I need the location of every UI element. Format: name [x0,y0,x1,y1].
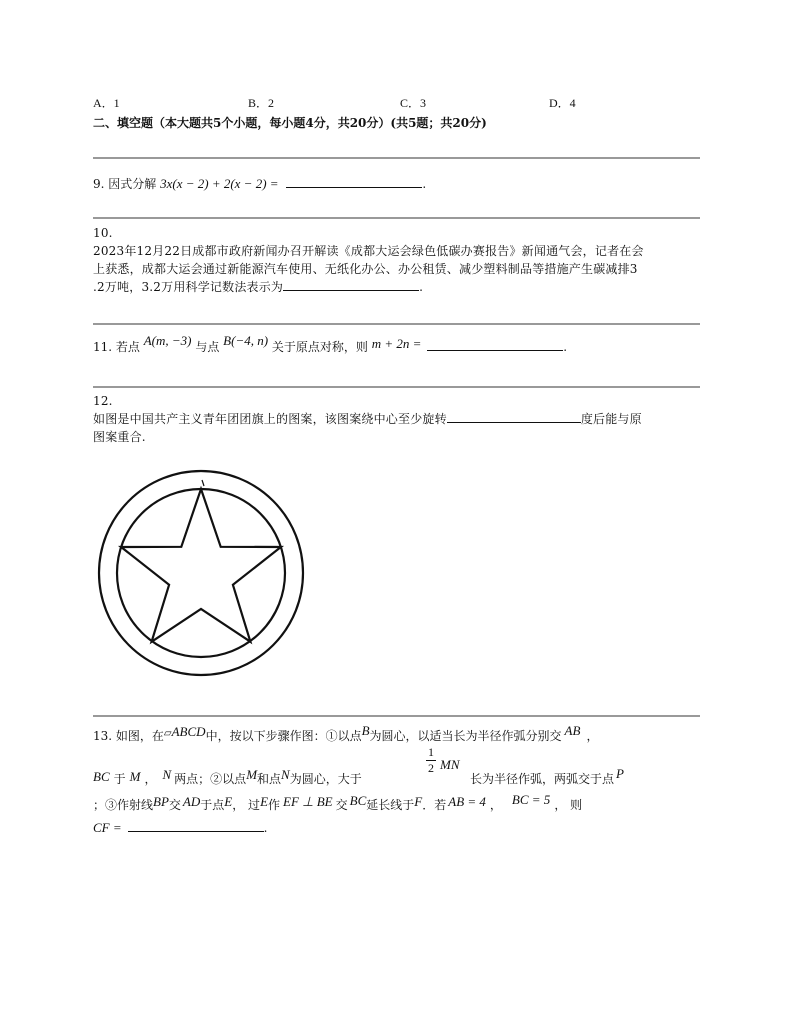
q13-math: EF ⊥ BE [283,794,333,809]
q10-line: 上获悉，成都大运会通过新能源汽车使用、无纸化办公、办公租赁、减少塑料制品等措施产生碳减排3 [93,262,638,276]
divider [93,157,700,159]
q13-answer-blank[interactable] [128,819,264,832]
q12-answer-blank[interactable] [447,410,581,423]
q13-fraction [426,746,436,775]
q13-math: BC = 5 [511,792,551,807]
q13-end: . [263,821,268,835]
divider [93,715,700,717]
q9-prefix: 9. 因式分解 [93,177,157,191]
q13-text: 作 [268,798,281,812]
q11-mid: 与点 [195,340,220,354]
q13-text: ；③作射线 [93,798,154,812]
q9-answer-blank[interactable] [286,175,422,188]
tick-mark [202,480,204,486]
q13-math: F [414,794,423,809]
q12-line: 如图是中国共产主义青年团团旗上的图案，该图案绕中心至少旋转 [93,412,447,426]
q13-text: 两点；②以点 [174,772,247,786]
q13-text: ， 则 [554,798,583,812]
q9-end: . [422,177,427,191]
question-13-line-4 [93,819,267,836]
q13-math: BC [93,769,110,784]
q13-math: M [129,769,141,784]
q13-text: 延长线于 [366,798,415,812]
q11-prefix: 11. 若点 [93,340,140,354]
q13-text: 交 [168,798,181,812]
q11-end: . [563,340,568,354]
inner-circle [117,489,285,657]
divider [93,323,700,325]
fraction-numerator: 1 [428,745,434,759]
q11-expression: m + 2n = [371,336,422,351]
choice-c: C．3 [400,96,427,110]
five-pointed-star [121,489,281,642]
q13-text: 中，按以下步骤作图：①以点 [205,729,362,743]
q13-math: MN [440,757,460,772]
q10-line: 2023年12月22日成都市政府新闻办召开解读《成都大运会绿色低碳办赛报告》新闻通气会，记者在会 [93,244,644,258]
q9-expression: 3x(x − 2) + 2(x − 2) = [160,176,279,191]
divider [93,386,700,388]
q13-text: 于 [113,772,126,786]
q13-text: ， 过 [232,798,261,812]
choice-b: B．2 [248,96,275,110]
section-title: 二、填空题（本大题共5个小题，每小题4分，共20分）(共5题；共20分) [93,116,487,130]
question-10 [93,224,698,296]
q13-math: AB = 4 [448,794,486,809]
q13-math: CF = [93,820,122,835]
question-13-line-1 [93,723,599,746]
q13-math: P [616,766,624,781]
q13-text: ， [489,798,502,812]
q13-text: ， [586,729,599,743]
q10-end: . [419,280,424,294]
q13-text: ， [144,772,157,786]
question-13-line-3 [93,792,583,813]
q10-answer-blank[interactable] [283,278,419,291]
q12-line-suffix: 度后能与原 [580,412,642,426]
divider [93,217,700,219]
q12-number: 12. [93,394,113,408]
question-13-line-2 [93,767,362,787]
q13-text: 和点 [257,772,282,786]
fraction-denominator: 2 [428,761,434,775]
q13-text: 为圆心，以适当长为半径作弧分别交 [369,729,562,743]
q13-math: N [162,767,172,782]
q13-text: 交 [335,798,348,812]
choice-a: A．1 [93,96,120,110]
star-emblem-figure [96,468,306,678]
q13-math: M [246,767,258,782]
q13-math: E [224,794,233,809]
question-12 [93,392,698,446]
q11-answer-blank[interactable] [427,338,563,351]
q13-math: BP [153,794,169,809]
question-11 [93,333,568,355]
question-13-line-2b [470,766,624,787]
q13-text: ．若 [422,798,447,812]
q13-text: 于点 [200,798,225,812]
q13-text: 13. 如图，在 [93,729,164,743]
q10-line: .2万吨，3.2万用科学记数法表示为 [93,280,284,294]
q13-math: BC [349,793,367,808]
parallelogram-icon: ▱ [163,728,172,739]
q11-point-b: B(−4, n) [223,333,269,348]
q11-text: 关于原点对称，则 [271,340,368,354]
outer-circle [99,471,303,675]
q13-math: B [361,723,370,738]
choice-d: D．4 [549,96,576,110]
q13-math: ABCD [171,724,206,739]
q13-math: N [281,767,290,782]
q11-point-a: A(m, −3) [143,333,192,348]
q13-math: E [260,794,269,809]
q13-math: AD [182,794,201,809]
q10-number: 10. [93,226,113,240]
q13-text: 为圆心，大于 [289,772,362,786]
q12-line: 图案重合. [93,430,146,444]
q13-math: AB [564,723,581,738]
q13-text: 长为半径作弧，两弧交于点 [470,772,615,786]
question-9 [93,175,426,192]
